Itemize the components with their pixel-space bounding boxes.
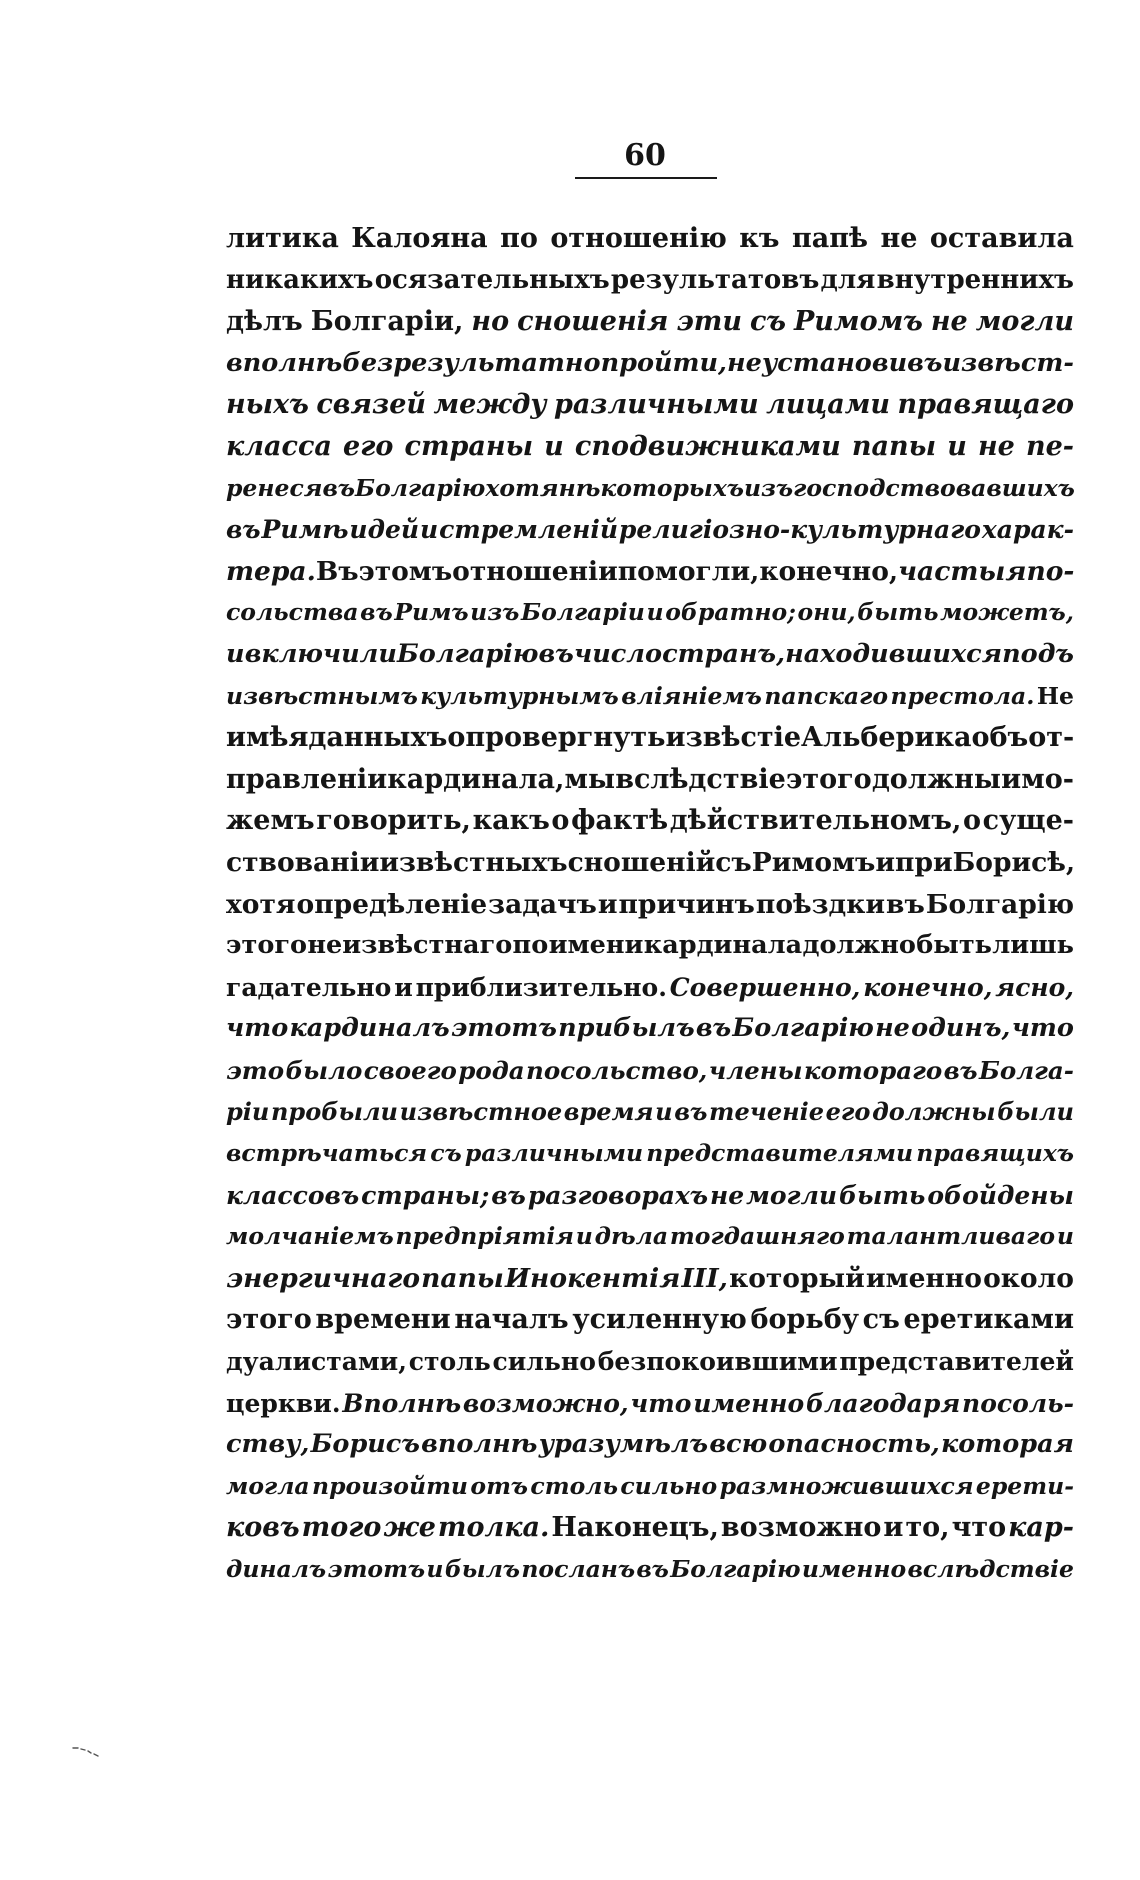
italic-word: толка. [437,1512,550,1544]
italic-word: пе- [1025,430,1074,462]
word: который [729,1262,865,1294]
italic-word: разговорахъ [527,1180,709,1210]
word: Борисѣ, [952,846,1076,878]
italic-word: въ [695,1013,732,1044]
italic-word: странъ, [662,638,785,669]
word: данныхъ [308,722,448,754]
word: Римомъ [751,846,876,878]
word: ствованіи [226,846,380,878]
italic-word: ренеся [226,473,323,502]
italic-word: вліяніемъ [621,681,762,710]
italic-word: что [226,1013,289,1044]
word: сильно [492,1347,596,1377]
word: возможно [720,1512,882,1544]
italic-word: ерети- [975,1471,1074,1500]
italic-word: размножившихся [719,1471,974,1500]
italic-word: частыя [898,555,1027,587]
word: то, [905,1512,950,1544]
italic-word: сношенія [517,306,669,338]
word: быть [916,930,992,961]
italic-word: сольства [226,598,359,627]
italic-word: по- [1026,555,1075,587]
text-line [226,1008,1074,1050]
italic-word: Борисъ [310,1429,420,1460]
italic-word: могли [746,1180,838,1210]
italic-word: не [875,1013,910,1044]
text-line [226,1216,1074,1258]
italic-word: связей [316,389,427,421]
italic-word: ріи [226,1097,270,1127]
italic-word: конечно, [863,972,993,1002]
word: и [597,888,618,920]
word: должно [802,930,916,961]
word: гадательно [226,972,392,1002]
italic-word: и [575,1222,593,1251]
word: около [983,1262,1074,1294]
margin-mark [72,1745,100,1757]
italic-word: должны [872,1097,996,1127]
italic-word: это [226,1055,285,1085]
text-line [226,884,1074,926]
italic-word: отъ [470,1471,529,1500]
word: помогли, [617,555,760,587]
text-line [226,509,1074,551]
word: Калояна [351,223,488,254]
word: папѣ [791,223,868,254]
text-line [226,1507,1074,1549]
word: опровергнуть [447,722,666,754]
italic-word: религіозно-культурнаго [618,515,981,545]
italic-word: тогдашняго [669,1222,845,1251]
word: этого [226,930,307,961]
italic-word: не [727,347,762,378]
italic-word: съ [749,306,787,338]
word: правленіи [226,763,388,795]
italic-word: стремленій [439,515,619,545]
word: съ [715,846,752,878]
italic-word: представителями [646,1139,914,1168]
italic-word: изъ [743,473,794,502]
italic-word: подъ [1002,638,1074,669]
italic-word: папы [851,430,937,462]
word: по [512,930,549,961]
word: хотя [226,888,296,920]
italic-word: различными [464,1139,644,1168]
word: дѣлъ [226,306,303,338]
italic-word: въ [674,1097,708,1127]
word: должны [871,763,1001,795]
italic-word: одинъ, [911,1013,1011,1044]
italic-word: посланъ [521,1555,636,1583]
text-line [226,1091,1074,1133]
word: Болгарію [925,888,1074,920]
text-line [226,1549,1074,1591]
text-line [226,384,1074,426]
word: неизвѣстнаго [307,930,513,961]
italic-word: лицами [766,389,891,421]
italic-word: быть [857,598,939,627]
word: борьбу [750,1304,859,1336]
word: и [1001,763,1022,795]
italic-word: теченіе [709,1097,825,1127]
body-text [226,218,1074,1591]
italic-word: престола. [890,681,1035,710]
italic-word: того [301,1512,382,1544]
italic-word: Болга- [978,1055,1074,1085]
italic-word: ясно, [995,972,1074,1002]
italic-word: дѣла [594,1222,669,1251]
italic-word: Римъ [394,598,469,627]
italic-word: прибылъ [558,1013,695,1044]
italic-word: диналъ [226,1555,327,1583]
text-line [226,1341,1074,1383]
italic-word: этотъ [450,1013,557,1044]
italic-word: Совершенно, [669,972,861,1002]
italic-word: быть [838,1180,926,1210]
italic-word: съ [430,1139,462,1168]
italic-word: обойдены [927,1180,1074,1210]
word: дѣйствительномъ, [669,805,962,837]
italic-word: нѣкоторыхъ [558,473,744,502]
word: безпокоившими [597,1347,838,1377]
italic-word: былъ [444,1555,520,1583]
word: Наконецъ, [551,1512,719,1544]
italic-word: и [226,638,245,669]
italic-word: различными [553,389,759,421]
text-line [226,1466,1074,1508]
italic-word: пробыли [270,1097,398,1127]
italic-word: вполнѣ [226,347,343,378]
italic-word: что [1011,1013,1074,1044]
word: вслѣдствіе [615,763,786,795]
text-line [226,967,1074,1009]
word: что [951,1512,1007,1544]
italic-word: Болгаріи [520,598,645,627]
word: и [883,1512,904,1544]
word: имѣя [226,722,309,754]
italic-word: его [825,1097,871,1127]
italic-word: и [947,430,967,462]
word: къ [739,223,780,254]
word: осязательныхъ [374,264,610,295]
italic-word: Болгарію [397,638,539,669]
text-line [226,800,1074,842]
italic-word: въ [322,473,356,502]
italic-word: хотя [485,473,559,502]
text-line [226,634,1074,676]
italic-word: ковъ [226,1512,300,1544]
word: фактѣ [571,805,669,837]
word: Не [1036,681,1074,710]
italic-word: Болгарію [355,473,486,502]
italic-word: посоль- [962,1388,1074,1418]
italic-word: класса [226,430,332,462]
italic-word: идей [349,515,420,545]
word: о [551,805,570,837]
italic-word: что [630,1388,692,1418]
italic-word: опасность, [768,1429,940,1460]
text-line [226,842,1074,884]
text-line [226,260,1074,302]
italic-word: его [343,430,394,462]
word: дуалистами, [226,1347,407,1377]
italic-word: извѣст- [942,347,1074,378]
word: отношенію [550,223,727,254]
italic-word: и [655,1097,673,1127]
italic-word: папскаго [764,681,889,710]
italic-word: они, [797,598,856,627]
word: и [875,846,896,878]
word: по [500,223,538,254]
italic-word: установивъ [761,347,943,378]
italic-word: этотъ [327,1555,426,1583]
word: мо- [1021,763,1074,795]
italic-word: благодаря [806,1388,961,1418]
italic-word: члены [708,1055,803,1085]
italic-word: классовъ [226,1180,360,1210]
word: причинъ [618,888,755,920]
word: суще- [982,805,1074,837]
word: объ [971,722,1029,754]
italic-word: въ [538,638,574,669]
italic-word: не [930,306,968,338]
italic-word: изъ [470,598,520,627]
italic-word: Римомъ [793,306,923,338]
text-line [226,925,1074,967]
italic-word: произойти [312,1471,469,1500]
italic-word: ныхъ [226,389,309,421]
word: кардинала [643,930,803,961]
italic-word: Вполнѣ [342,1388,462,1418]
text-line [226,1424,1074,1466]
italic-word: предпріятія [395,1222,574,1251]
word: именно [865,1262,982,1294]
italic-word: и [426,1555,444,1583]
italic-word: не [977,430,1015,462]
text-line [226,1133,1074,1175]
italic-word: пройти, [600,347,727,378]
italic-word: тера. [226,555,316,587]
italic-word: уразумѣлъ [538,1429,709,1460]
word: церкви. [226,1388,341,1418]
italic-word: и [544,430,564,462]
text-line [226,218,1074,260]
word: никакихъ [226,264,374,295]
italic-word: молчаніемъ [226,1222,394,1251]
word: поѣздки [755,888,885,920]
word: въ [886,888,925,920]
italic-word: сильно [620,1471,718,1500]
italic-word: столь [530,1471,618,1500]
italic-word: находившихся [785,638,1002,669]
text-line [226,1299,1074,1341]
word: усиленную [572,1304,747,1336]
italic-word: можетъ, [940,598,1074,627]
italic-word: Болгарію [732,1013,874,1044]
word: не [880,223,918,254]
italic-word: въ [491,1180,526,1210]
word: отношеніи [452,555,618,587]
italic-word: правящаго [897,389,1074,421]
word: съ [862,1304,900,1336]
text-line [226,301,1074,343]
text-line [226,676,1074,718]
text-line [226,468,1074,510]
word: кардинала, [387,763,565,795]
italic-word: сподвижниками [574,430,841,462]
word: опредѣленіе [296,888,488,920]
text-line [226,759,1074,801]
italic-word: включили [244,638,397,669]
italic-word: правящихъ [916,1139,1074,1168]
italic-word: ству, [226,1429,310,1460]
italic-word: всю [709,1429,768,1460]
italic-word: Римѣ [261,515,349,545]
italic-word: страны [404,430,534,462]
word: представителей [839,1347,1074,1377]
word: о [963,805,982,837]
text-line [226,717,1074,759]
word: литика [226,223,339,254]
text-line [226,592,1074,634]
word: еретиками [903,1304,1074,1336]
word: внутреннихъ [876,264,1074,295]
italic-word: кардиналъ [289,1013,450,1044]
word: и [394,972,413,1002]
italic-word: именно [801,1555,907,1583]
text-line [226,1175,1074,1217]
text-line [226,551,1074,593]
word: от- [1028,722,1075,754]
italic-word: въ [636,1555,669,1583]
italic-word: посольство, [526,1055,708,1085]
text-line [226,1383,1074,1425]
word: Болгаріи, [310,306,464,338]
italic-word: но [471,306,510,338]
word: конечно, [759,555,899,587]
italic-word: въ [360,598,393,627]
italic-word: встрѣчаться [226,1139,428,1168]
italic-word: и [646,598,664,627]
italic-word: въ [226,515,261,545]
italic-word: не [709,1180,745,1210]
italic-word: харак- [981,515,1074,545]
italic-word: папы [421,1262,504,1294]
word: оставила [929,223,1074,254]
word: Альберика [801,722,972,754]
text-line [226,1258,1074,1300]
word: для [820,264,876,295]
text-line [226,426,1074,468]
word: извѣстіе [665,722,802,754]
word: лишь [992,930,1074,961]
italic-word: рода [458,1055,525,1085]
word: имени [548,930,644,961]
word: приблизительно. [415,972,667,1002]
text-line [226,1050,1074,1092]
word: времени [315,1304,451,1336]
italic-word: Болгарію [670,1555,801,1583]
italic-word: которая [941,1429,1074,1460]
page-number: 60 [624,138,666,173]
italic-word: въ [943,1055,978,1085]
italic-word: вслѣдствіе [907,1555,1074,1583]
italic-word: III, [681,1262,728,1294]
italic-word: извѣстнымъ [226,681,418,710]
word: Въ [315,555,359,587]
word: этого [226,1304,312,1336]
word: при [895,846,953,878]
italic-word: были [997,1097,1074,1127]
italic-word: страны; [361,1180,490,1210]
word: говорить, [316,805,471,837]
italic-word: кар- [1008,1512,1074,1544]
italic-word: Инокентія [504,1262,681,1294]
text-line [226,343,1074,385]
italic-word: же [383,1512,436,1544]
italic-word: возможно, [462,1388,629,1418]
italic-word: своего [363,1055,457,1085]
italic-word: и [419,515,439,545]
italic-word: культурнымъ [420,681,619,710]
italic-word: котораго [803,1055,943,1085]
italic-word: энергичнаго [226,1262,420,1294]
italic-word: могли [975,306,1074,338]
word: извѣстныхъ [379,846,568,878]
italic-word: было [285,1055,363,1085]
italic-word: время [563,1097,654,1127]
italic-word: могла [226,1471,310,1500]
word: началъ [454,1304,569,1336]
word: задачъ [488,888,597,920]
italic-word: и [1056,1222,1074,1251]
italic-word: безрезультатно [342,347,601,378]
italic-word: эти [676,306,742,338]
italic-word: извѣстное [399,1097,563,1127]
header-rule [575,177,717,179]
italic-word: вполнѣ [421,1429,538,1460]
word: результатовъ [610,264,820,295]
italic-word: обратно; [665,598,796,627]
word: мы [564,763,616,795]
italic-word: талантливаго [846,1222,1056,1251]
italic-word: именно [693,1388,805,1418]
word: сношеній [567,846,716,878]
word: этомъ [358,555,453,587]
italic-word: между [433,389,547,421]
word: какъ [472,805,550,837]
word: столь [408,1347,491,1377]
italic-word: число [573,638,662,669]
italic-word: господствовавшихъ [793,473,1075,502]
word: этого [785,763,872,795]
word: жемъ [226,805,315,837]
